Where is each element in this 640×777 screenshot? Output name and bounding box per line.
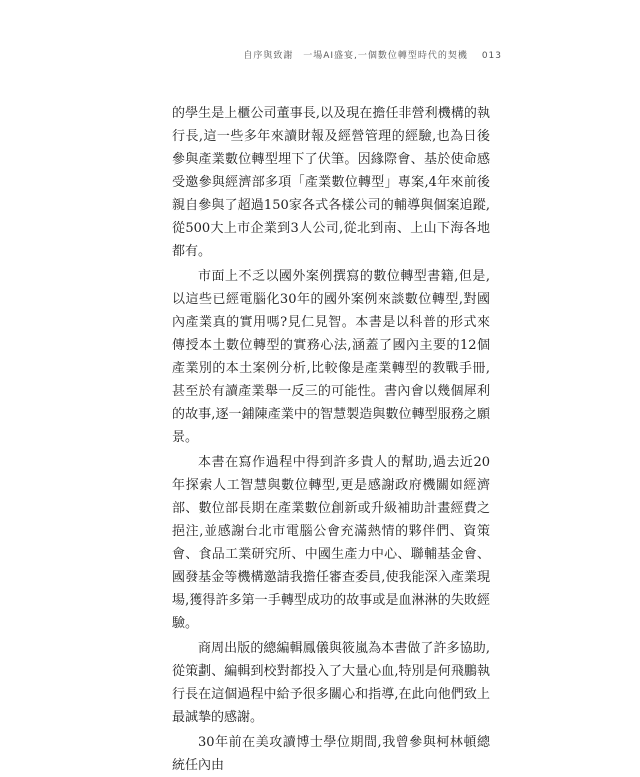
paragraph: 商周出版的總編輯鳳儀與筱嵐為本書做了許多協助,從策劃、編輯到校對都投入了大量心血,特別是何飛鵬執行長在這個過程中給予很多關心和指導,在此向他們致上最誠摯的感謝。 xyxy=(172,641,490,725)
header-chapter-title: 一場AI盛宴,一個數位轉型時代的契機 xyxy=(303,51,468,61)
paragraph: 市面上不乏以國外案例撰寫的數位轉型書籍,但是,以這些已經電腦化30年的國外案例來談數位轉型,對國內產業真的實用嗎?見仁見智。本書是以科普的形式來傳授本土數位轉型的實務心法,涵蓋了國內主要的12個產業別的本土案例分析,比較像是產業轉型的教戰手冊,甚至於有讀產業舉一反三的可能性。書內會以幾個犀利的故事,逐一鋪陳產業中的智慧製造與數位轉型服務之願景。 xyxy=(172,269,490,445)
running-header xyxy=(237,48,502,61)
paragraph: 30年前在美攻讀博士學位期間,我曾參與柯林頓總統任內由 xyxy=(172,735,490,773)
header-section-label: 自序與致謝 xyxy=(243,51,294,61)
page-number: 013 xyxy=(481,51,502,61)
paragraph: 本書在寫作過程中得到許多貴人的幫助,過去近20年探索人工智慧與數位轉型,更是感謝政府機關如經濟部、數位部長期在產業數位創新或升級補助計畫經費之挹注,並感謝台北市電腦公會充滿熱情的夥伴們、資策會、食品工業研究所、中國生產力中心、聯輔基金會、國發基金等機構邀請我擔任審查委員,使我能深入產業現場,獲得許多第一手轉型成功的故事或是血淋淋的失敗經驗。 xyxy=(172,455,490,631)
paragraph: 的學生是上櫃公司董事長,以及現在擔任非營利機構的執行長,這一些多年來讀財報及經營管理的經驗,也為日後參與產業數位轉型埋下了伏筆。因緣際會、基於使命感受邀參與經濟部多項「產業數位轉型」專案,4年來前後親自參與了超過150家各式各樣公司的輔導與個案追蹤,從500大上市企業到3人公司,從北到南、上山下海各地都有。 xyxy=(172,106,490,259)
body-text xyxy=(172,102,490,777)
